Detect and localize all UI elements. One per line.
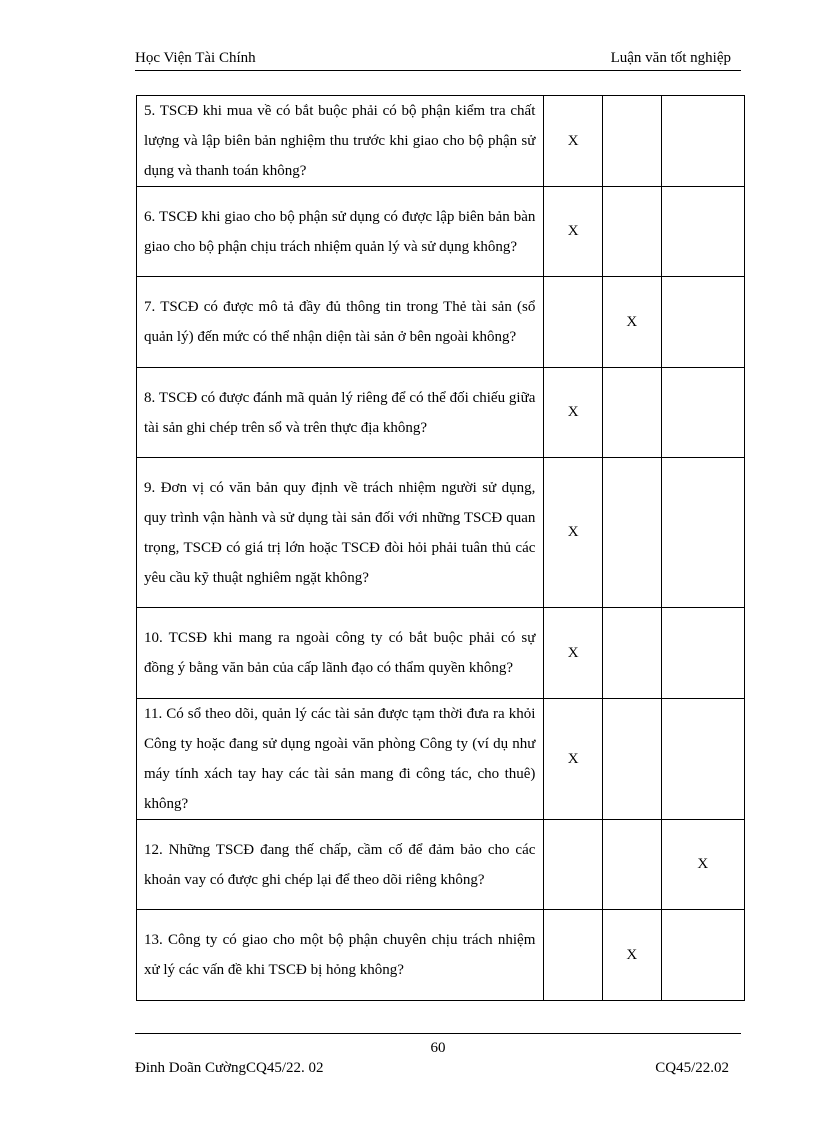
answer-na-cell [661,608,744,699]
table-row [137,96,745,187]
table-row [137,699,745,820]
question-cell: 12. Những TSCĐ đang thế chấp, cầm cố để đảm bảo cho các khoản vay có được ghi chép lại để theo dõi riêng không? [137,820,544,910]
answer-yes-cell: X [544,608,603,699]
answer-na-cell [661,368,744,458]
header-doc-type: Luận văn tốt nghiệp [610,50,731,66]
answer-yes-cell: X [544,368,603,458]
answer-yes-cell: X [544,699,603,820]
page-header [135,48,741,71]
question-cell: 13. Công ty có giao cho một bộ phận chuyên chịu trách nhiệm xử lý các vấn đề khi TSCĐ bị hỏng không? [137,910,544,1001]
answer-no-cell [603,608,662,699]
answer-no-cell [603,187,662,277]
answer-no-cell [603,699,662,820]
footer-divider [135,1033,741,1034]
answer-na-cell: X [661,820,744,910]
answer-yes-cell: X [544,458,603,608]
footer-author: Đinh Doãn CườngCQ45/22. 02 [135,1060,324,1076]
answer-no-cell [603,368,662,458]
checklist-table [136,95,745,1001]
answer-na-cell [661,277,744,368]
question-cell: 9. Đơn vị có văn bản quy định về trách nhiệm người sử dụng, quy trình vận hành và sử dụng tài sản đối với những TSCĐ quan trọng, TSCĐ có giá trị lớn hoặc TSCĐ đòi hỏi phải tuân thủ các yêu cầu kỹ thuật nghiêm ngặt không? [137,458,544,608]
table-row [137,910,745,1001]
page-number: 60 [430,1040,446,1056]
table-row [137,368,745,458]
answer-yes-cell [544,820,603,910]
answer-no-cell [603,820,662,910]
question-cell: 11. Có sổ theo dõi, quản lý các tài sản được tạm thời đưa ra khỏi Công ty hoặc đang sử dụng ngoài văn phòng Công ty (ví dụ như máy tính xách tay hay các tài sản mang đi công tác, cho thuê) không? [137,699,544,820]
table-row [137,458,745,608]
answer-no-cell: X [603,910,662,1001]
table-row [137,820,745,910]
header-institution: Học Viện Tài Chính [135,50,256,66]
answer-na-cell [661,187,744,277]
answer-no-cell [603,458,662,608]
answer-na-cell [661,96,744,187]
footer-class-code: CQ45/22.02 [655,1060,729,1076]
answer-na-cell [661,910,744,1001]
answer-no-cell [603,96,662,187]
answer-yes-cell [544,910,603,1001]
answer-yes-cell [544,277,603,368]
question-cell: 6. TSCĐ khi giao cho bộ phận sử dụng có được lập biên bản bàn giao cho bộ phận chịu trách nhiệm quản lý và sử dụng không? [137,187,544,277]
table-row [137,187,745,277]
question-cell: 10. TCSĐ khi mang ra ngoài công ty có bắt buộc phải có sự đồng ý bằng văn bản của cấp lãnh đạo có thẩm quyền không? [137,608,544,699]
table-row [137,608,745,699]
answer-yes-cell: X [544,187,603,277]
question-cell: 5. TSCĐ khi mua về có bắt buộc phải có bộ phận kiểm tra chất lượng và lập biên bản nghiệm thu trước khi giao cho bộ phận sử dụng và thanh toán không? [137,96,544,187]
answer-na-cell [661,458,744,608]
question-cell: 7. TSCĐ có được mô tả đầy đủ thông tin trong Thẻ tài sản (sổ quản lý) đến mức có thể nhận diện tài sản ở bên ngoài không? [137,277,544,368]
answer-yes-cell: X [544,96,603,187]
answer-na-cell [661,699,744,820]
question-cell: 8. TSCĐ có được đánh mã quản lý riêng để có thể đối chiếu giữa tài sản ghi chép trên sổ và trên thực địa không? [137,368,544,458]
answer-no-cell: X [603,277,662,368]
table-row [137,277,745,368]
